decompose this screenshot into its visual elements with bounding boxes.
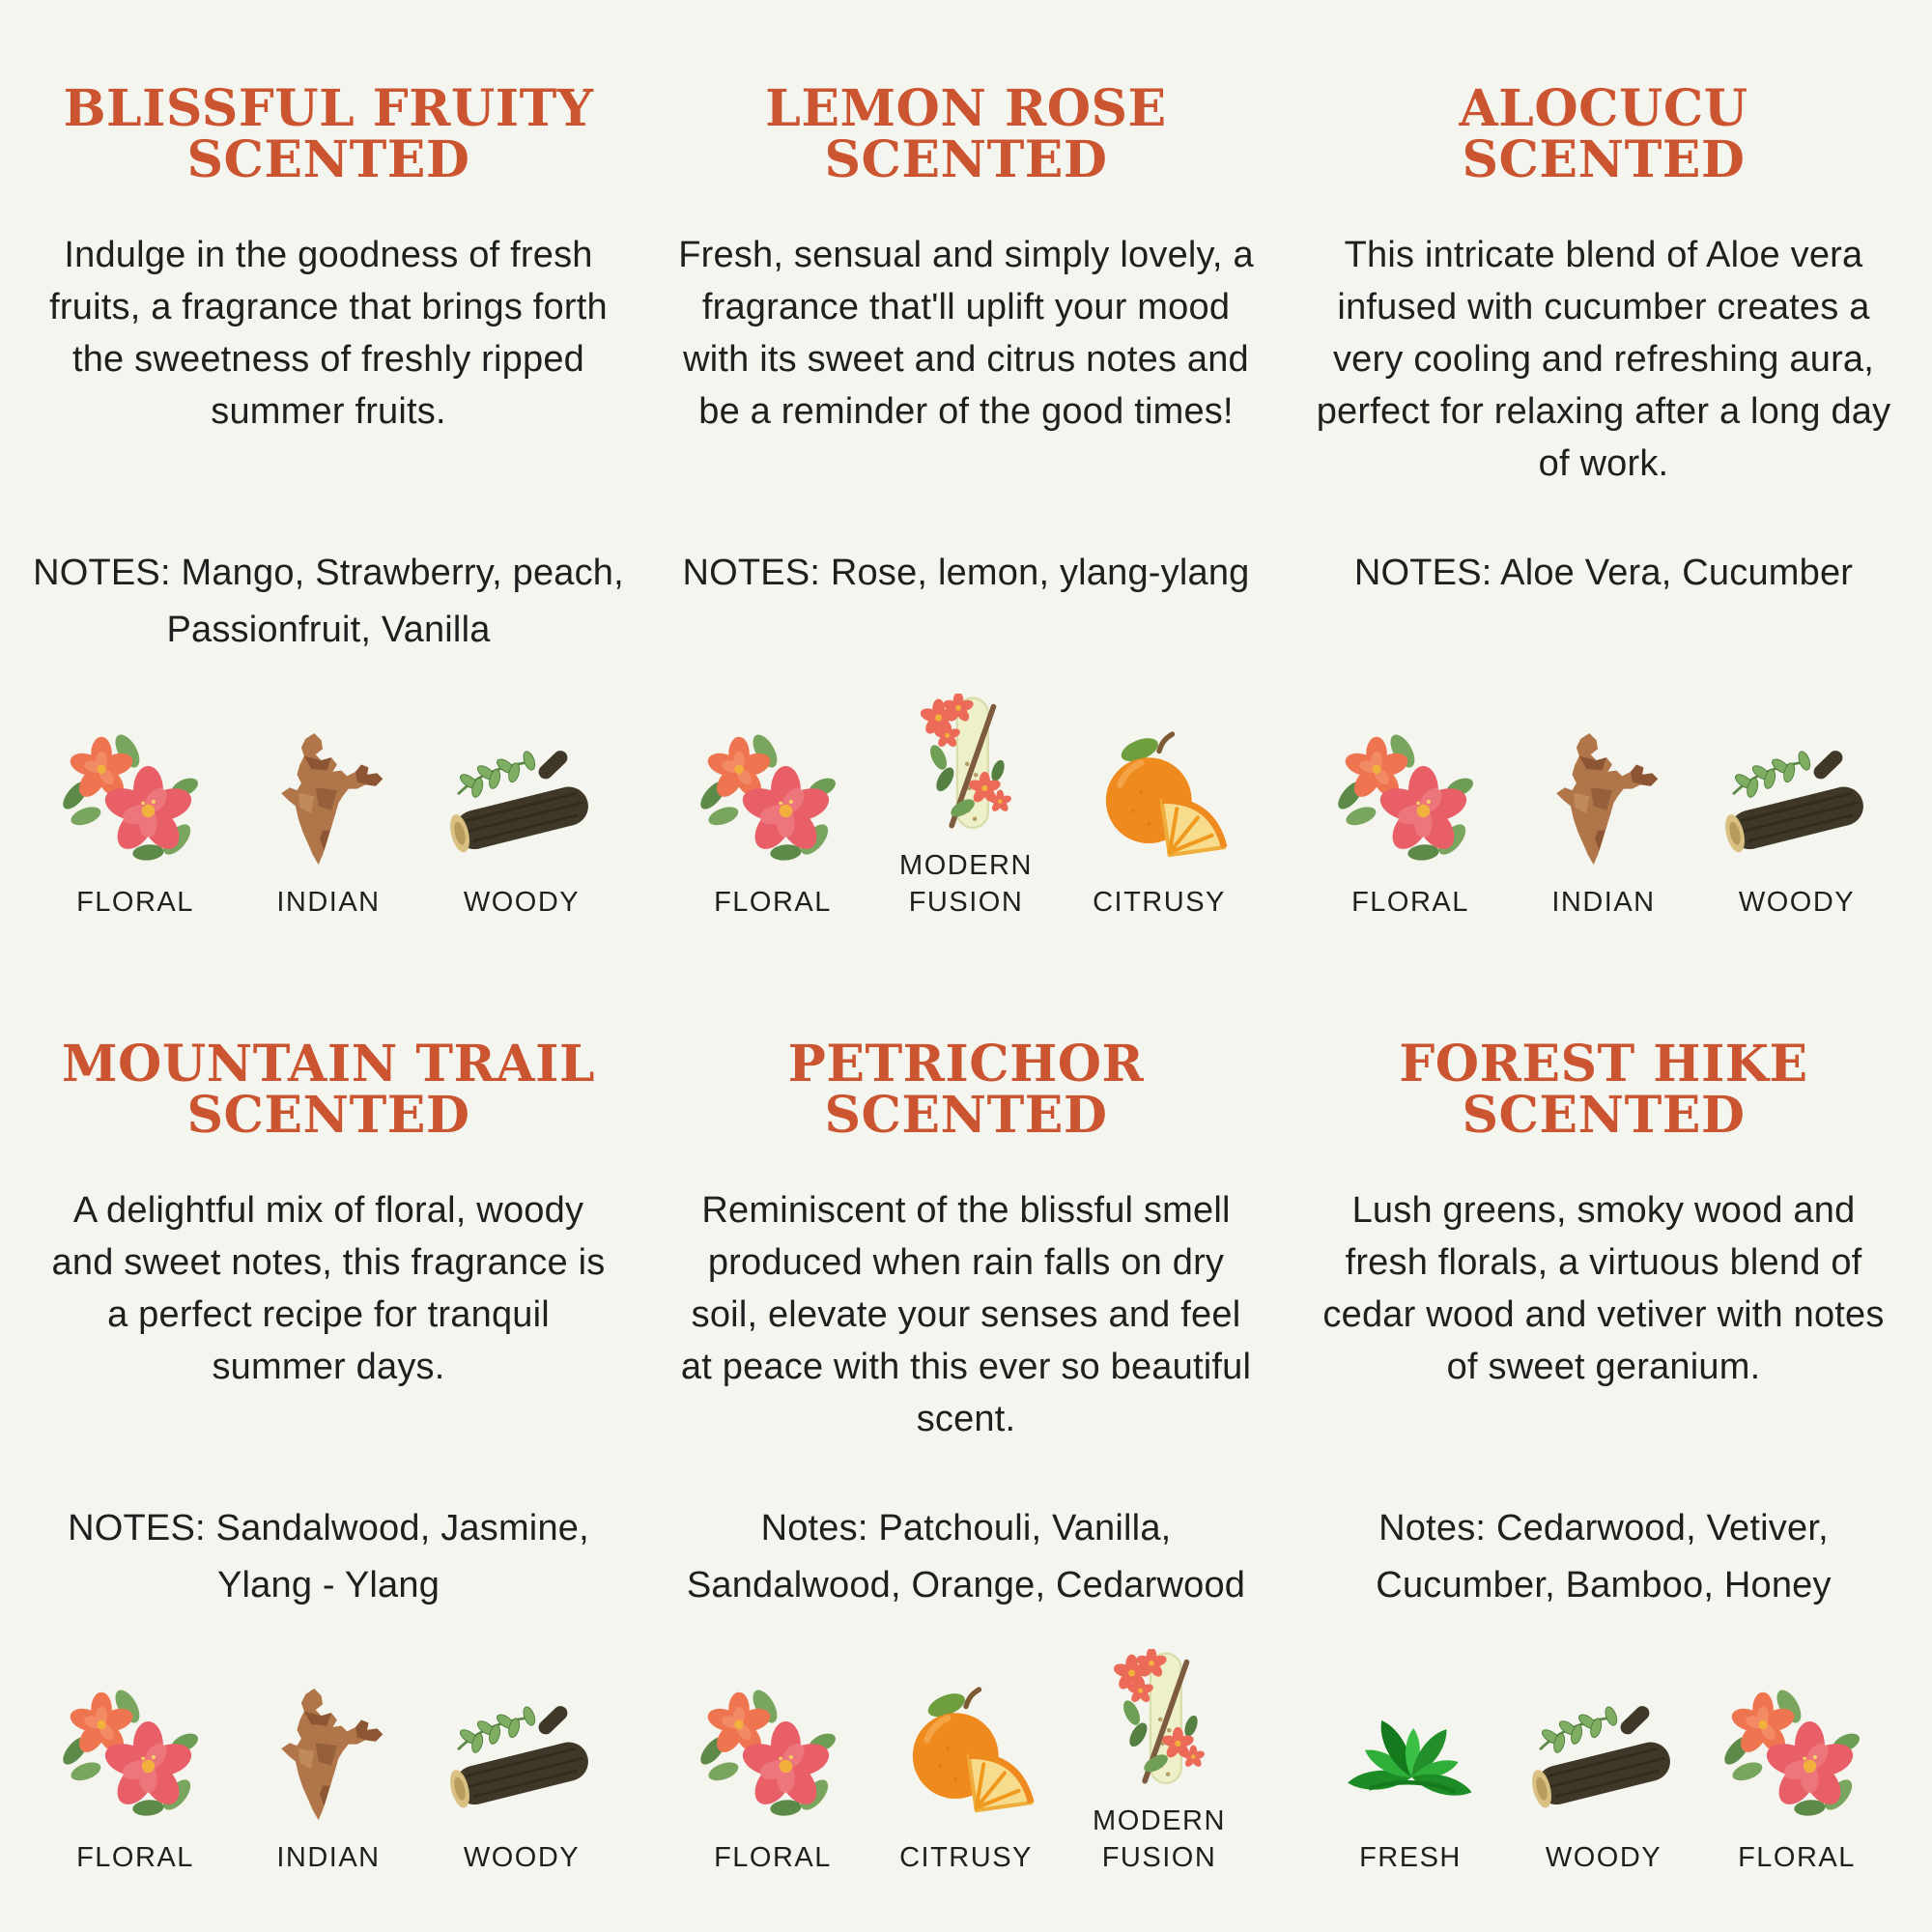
card-title-line1: PETRICHOR <box>787 1035 1145 1094</box>
floral-icon <box>43 730 227 873</box>
citrusy-icon <box>874 1686 1058 1829</box>
icon-item-woody <box>1507 1686 1700 1877</box>
card-title-line2: SCENTED <box>824 1086 1108 1146</box>
floral-icon <box>681 730 865 873</box>
card-title-line2: SCENTED <box>824 130 1108 190</box>
card-title-line1: MOUNTAIN TRAIL <box>61 1035 596 1094</box>
icon-item-floral <box>39 1686 232 1877</box>
card-description: Indulge in the goodness of fresh fruits, a fragrance that brings forth the sweetness of freshly ripped summer fruits. <box>49 235 608 432</box>
woody-icon <box>430 730 613 873</box>
card-title-line2: SCENTED <box>1462 1086 1746 1146</box>
card-title-line2: SCENTED <box>1462 130 1746 190</box>
floral-icon <box>1705 1686 1889 1829</box>
woody-icon <box>1705 730 1889 873</box>
icon-label: CITRUSY <box>1093 886 1226 918</box>
icon-item-floral <box>1700 1686 1893 1877</box>
icon-label: WOODY <box>1738 886 1856 918</box>
icon-label: WOODY <box>463 886 581 918</box>
card-title-line2: SCENTED <box>186 1086 470 1146</box>
card-notes: NOTES: Aloe Vera, Cucumber <box>1353 553 1854 593</box>
icon-label: FLORAL <box>1351 886 1469 918</box>
icon-item-woody <box>1700 730 1893 922</box>
icon-item-modern-fusion <box>869 694 1063 921</box>
icon-label: FLORAL <box>1738 1842 1856 1874</box>
card-description: A delightful mix of floral, woody and sweet notes, this fragrance is a perfect recipe for tranquil summer days. <box>51 1190 606 1388</box>
icon-item-woody <box>425 1686 618 1877</box>
icon-item-indian <box>232 730 425 922</box>
icon-item-fresh <box>1314 1686 1507 1877</box>
icon-row <box>1299 694 1908 921</box>
card-blissful-fruity <box>24 79 633 921</box>
card-notes: NOTES: Sandalwood, Jasmine, Ylang - Ylang <box>68 1508 589 1606</box>
card-notes: Notes: Cedarwood, Vetiver, Cucumber, Bamboo, Honey <box>1376 1508 1832 1606</box>
icon-item-floral <box>39 730 232 922</box>
icon-label: FLORAL <box>76 886 194 918</box>
fresh-leaves-icon <box>1319 1686 1502 1829</box>
icon-item-modern-fusion <box>1063 1649 1256 1876</box>
card-title-line1: LEMON ROSE <box>765 79 1167 138</box>
card-title-line1: BLISSFUL FRUITY <box>63 79 594 138</box>
icon-label: WOODY <box>463 1842 581 1874</box>
icon-row <box>662 1649 1270 1876</box>
woody-icon <box>430 1686 613 1829</box>
icon-label: CITRUSY <box>899 1842 1033 1874</box>
card-description: This intricate blend of Aloe vera infused with cucumber creates a very cooling and refreshing aura, perfect for relaxing after a long day of work. <box>1316 235 1891 484</box>
card-title <box>765 79 1167 230</box>
icon-label: INDIAN <box>1551 886 1656 918</box>
icon-row <box>1299 1649 1908 1876</box>
indian-map-icon <box>237 730 420 873</box>
card-alocucu <box>1299 79 1908 921</box>
icon-label: FLORAL <box>76 1842 194 1874</box>
icon-label: INDIAN <box>276 886 381 918</box>
modern-fusion-icon <box>874 694 1058 837</box>
icon-label: MODERN FUSION <box>1093 1805 1226 1874</box>
icon-item-indian <box>232 1686 425 1877</box>
icon-item-floral <box>676 1686 869 1877</box>
icon-item-citrusy <box>869 1686 1063 1877</box>
icon-label: FRESH <box>1359 1842 1462 1874</box>
icon-label: FLORAL <box>714 886 832 918</box>
card-description: Reminiscent of the blissful smell produced when rain falls on dry soil, elevate your senses and feel at peace with this ever so beautiful scent. <box>680 1190 1252 1440</box>
icon-label: INDIAN <box>276 1842 381 1874</box>
icon-row <box>662 694 1270 921</box>
card-notes: Notes: Patchouli, Vanilla, Sandalwood, Orange, Cedarwood <box>686 1508 1246 1606</box>
floral-icon <box>1319 730 1502 873</box>
card-title-line1: FOREST HIKE <box>1399 1035 1808 1094</box>
card-title <box>1399 1035 1808 1185</box>
icon-item-indian <box>1507 730 1700 922</box>
card-title <box>63 79 594 230</box>
modern-fusion-icon <box>1067 1649 1251 1792</box>
card-notes: NOTES: Mango, Strawberry, peach, Passionfruit, Vanilla <box>33 553 624 650</box>
icon-label: WOODY <box>1545 1842 1662 1874</box>
card-title-line2: SCENTED <box>186 130 470 190</box>
card-notes: NOTES: Rose, lemon, ylang-ylang <box>682 553 1250 593</box>
card-lemon-rose <box>662 79 1270 921</box>
icon-item-woody <box>425 730 618 922</box>
floral-icon <box>43 1686 227 1829</box>
icon-row <box>24 1649 633 1876</box>
woody-icon <box>1512 1686 1695 1829</box>
icon-item-citrusy <box>1063 730 1256 922</box>
icon-label: MODERN FUSION <box>899 850 1033 918</box>
card-description: Lush greens, smoky wood and fresh florals, a virtuous blend of cedar wood and vetiver with notes of sweet geranium. <box>1322 1190 1885 1388</box>
card-title <box>61 1035 596 1185</box>
icon-item-floral <box>1314 730 1507 922</box>
floral-icon <box>681 1686 865 1829</box>
indian-map-icon <box>1512 730 1695 873</box>
card-title <box>787 1035 1145 1185</box>
card-mountain-trail <box>24 1035 633 1876</box>
card-title <box>1459 79 1748 230</box>
card-title-line1: ALOCUCU <box>1459 79 1748 138</box>
card-description: Fresh, sensual and simply lovely, a fragrance that'll uplift your mood with its sweet and citrus notes and be a reminder of the good times! <box>678 235 1254 432</box>
icon-item-floral <box>676 730 869 922</box>
icon-label: FLORAL <box>714 1842 832 1874</box>
card-petrichor <box>662 1035 1270 1876</box>
icon-row <box>24 694 633 921</box>
citrusy-icon <box>1067 730 1251 873</box>
indian-map-icon <box>237 1686 420 1829</box>
card-forest-hike <box>1299 1035 1908 1876</box>
